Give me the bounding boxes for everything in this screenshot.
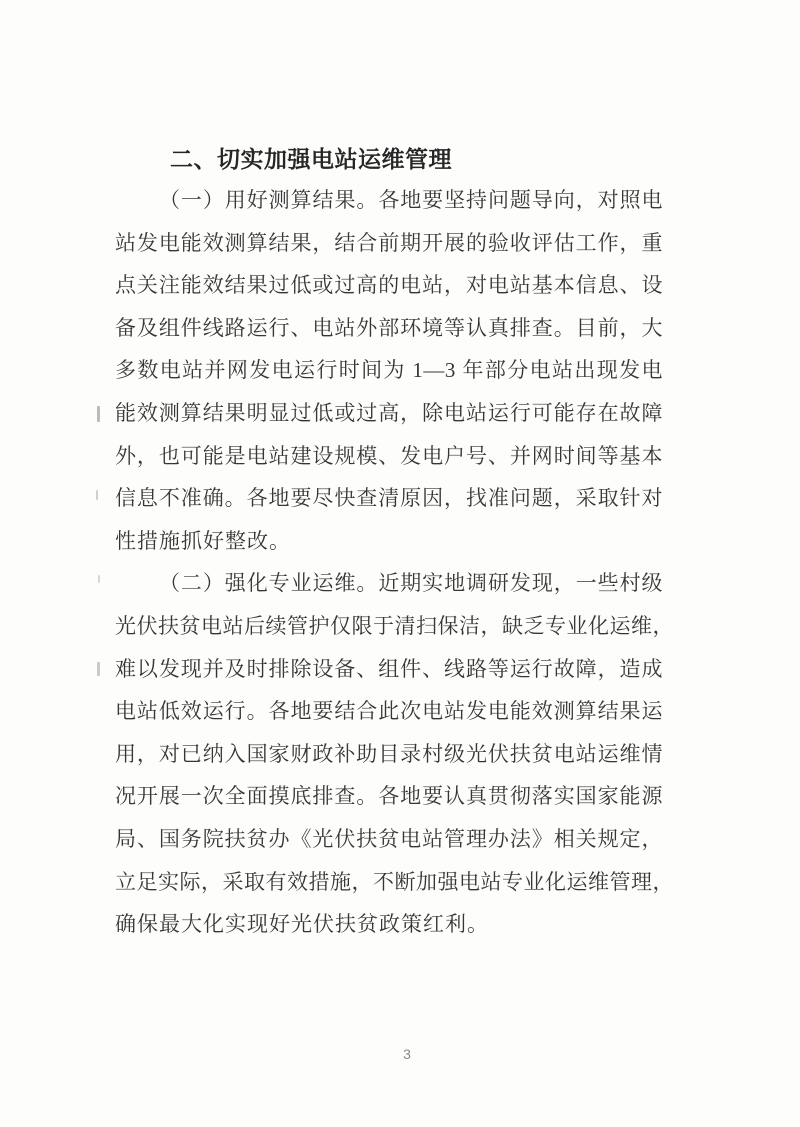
document-body — [115, 179, 674, 946]
text-line: 能效测算结果明显过低或过高，除电站运行可能存在故障 — [115, 400, 663, 425]
paragraph — [115, 562, 674, 945]
text-line: 多数电站并网发电运行时间为 1—3 年部分电站出现发电 — [115, 358, 663, 383]
section-heading: 二、切实加强电站运维管理 — [170, 146, 452, 172]
text-line: （二）强化专业运维。近期实地调研发现，一些村级 — [159, 571, 663, 596]
text-line: 确保最大化实现好光伏扶贫政策红利。 — [115, 912, 489, 937]
text-line: 立足实际，采取有效措施，不断加强电站专业化运维管理， — [115, 869, 674, 894]
scan-artifact — [97, 662, 100, 676]
page-number: 3 — [403, 1046, 411, 1062]
text-line: 用，对已纳入国家财政补助目录村级光伏扶贫电站运维情 — [115, 741, 663, 766]
text-line: 信息不准确。各地要尽快查清原因，找准问题，采取针对 — [115, 486, 663, 511]
text-line: 况开展一次全面摸底排查。各地要认真贯彻落实国家能源 — [115, 784, 663, 809]
text-line: 站发电能效测算结果，结合前期开展的验收评估工作，重 — [115, 230, 663, 255]
scan-artifact — [97, 406, 100, 422]
paragraph — [115, 179, 663, 562]
text-line: 性措施抓好整改。 — [115, 528, 291, 553]
text-line: 难以发现并及时排除设备、组件、线路等运行故障，造成 — [115, 656, 663, 681]
text-line: 光伏扶贫电站后续管护仅限于清扫保洁，缺乏专业化运维， — [115, 613, 674, 638]
scan-artifact — [98, 575, 100, 583]
text-line: 点关注能效结果过低或过高的电站，对电站基本信息、设 — [115, 273, 663, 298]
scan-artifact — [96, 490, 98, 500]
text-line: 局、国务院扶贫办《光伏扶贫电站管理办法》相关规定， — [115, 826, 663, 851]
text-line: 外，也可能是电站建设规模、发电户号、并网时间等基本 — [115, 443, 663, 468]
text-line: 备及组件线路运行、电站外部环境等认真排查。目前，大 — [115, 315, 663, 340]
text-line: 电站低效运行。各地要结合此次电站发电能效测算结果运 — [115, 699, 663, 724]
text-line: （一）用好测算结果。各地要坚持问题导向，对照电 — [159, 188, 663, 212]
